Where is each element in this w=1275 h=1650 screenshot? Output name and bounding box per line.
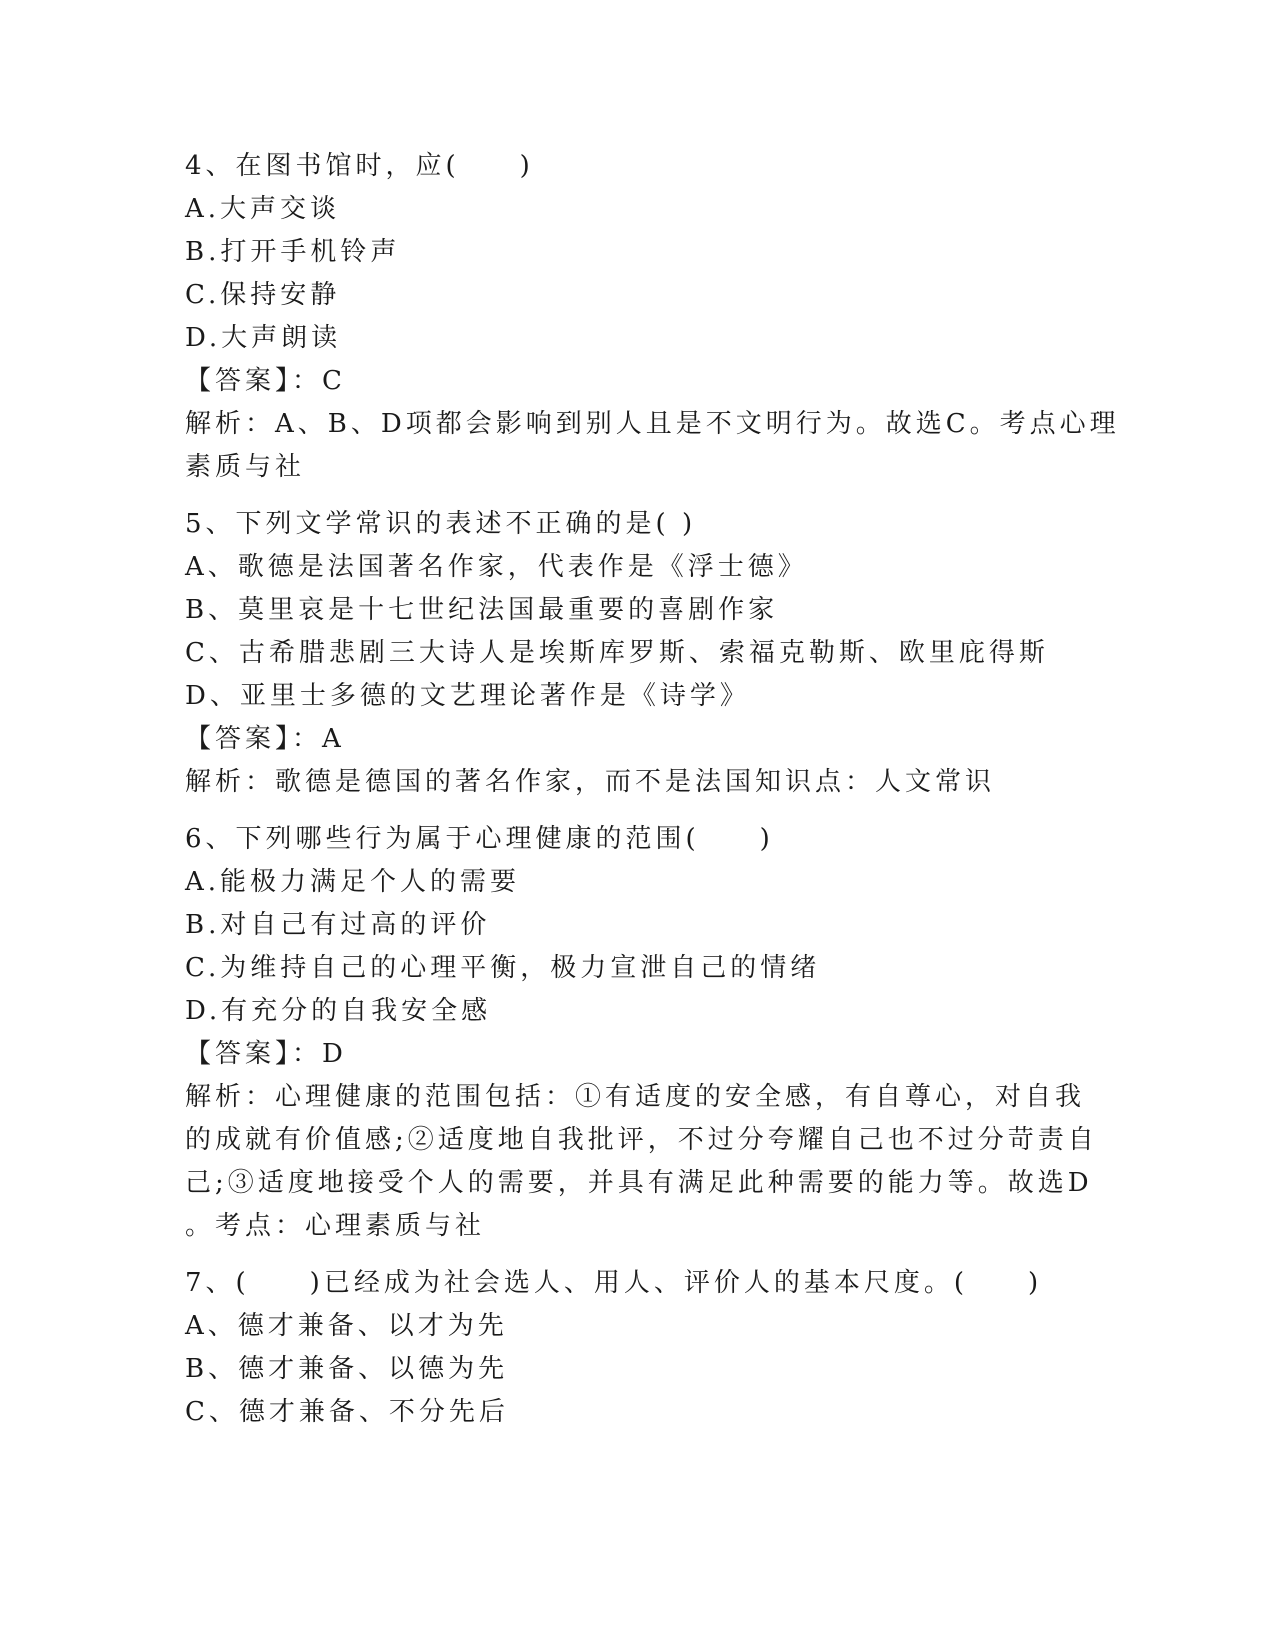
option-b: B、莫里哀是十七世纪法国最重要的喜剧作家 [185,595,779,625]
analysis-line: 。考点：心理素质与社 [185,1211,486,1241]
analysis-line: 解析：A、B、D项都会影响到别人且是不文明行为。故选C。考点心理 [185,409,1120,439]
question-5 [185,503,1085,804]
option-b: B.打开手机铃声 [185,237,401,267]
option-c: C.保持安静 [185,280,341,310]
question-6 [185,818,1098,1248]
option-a: A.大声交谈 [185,194,341,224]
option-b: B.对自己有过高的评价 [185,910,491,940]
option-d: D、亚里士多德的文艺理论著作是《诗学》 [185,681,750,711]
option-a: A、歌德是法国著名作家，代表作是《浮士德》 [185,552,808,582]
option-a: A、德才兼备、以才为先 [185,1311,508,1341]
option-d: D.大声朗读 [185,323,342,353]
option-c: C、德才兼备、不分先后 [185,1397,509,1427]
question-stem: 7、( )已经成为社会选人、用人、评价人的基本尺度。( ) [185,1268,1043,1298]
question-stem: 6、下列哪些行为属于心理健康的范围( ) [185,824,774,854]
analysis-line: 的成就有价值感;②适度地自我批评，不过分夸耀自己也不过分苛责自 [185,1125,1098,1155]
document-page [185,145,1120,1434]
analysis-line: 己;③适度地接受个人的需要，并具有满足此种需要的能力等。故选D [185,1168,1093,1198]
answer: 【答案】：C [185,366,346,396]
question-4 [185,145,1120,489]
answer: 【答案】：D [185,1039,347,1069]
question-stem: 5、下列文学常识的表述不正确的是( ) [185,509,697,539]
option-c: C.为维持自己的心理平衡，极力宣泄自己的情绪 [185,953,821,983]
option-b: B、德才兼备、以德为先 [185,1354,509,1384]
analysis-line: 解析：心理健康的范围包括：①有适度的安全感，有自尊心，对自我 [185,1082,1086,1112]
analysis-line: 解析：歌德是德国的著名作家，而不是法国知识点：人文常识 [185,767,996,797]
analysis-line: 素质与社 [185,452,306,482]
answer: 【答案】：A [185,724,345,754]
option-c: C、古希腊悲剧三大诗人是埃斯库罗斯、索福克勒斯、欧里庇得斯 [185,638,1049,668]
question-7 [185,1262,1085,1434]
question-stem: 4、在图书馆时，应( ) [185,151,534,181]
option-d: D.有充分的自我安全感 [185,996,492,1026]
option-a: A.能极力满足个人的需要 [185,867,521,897]
